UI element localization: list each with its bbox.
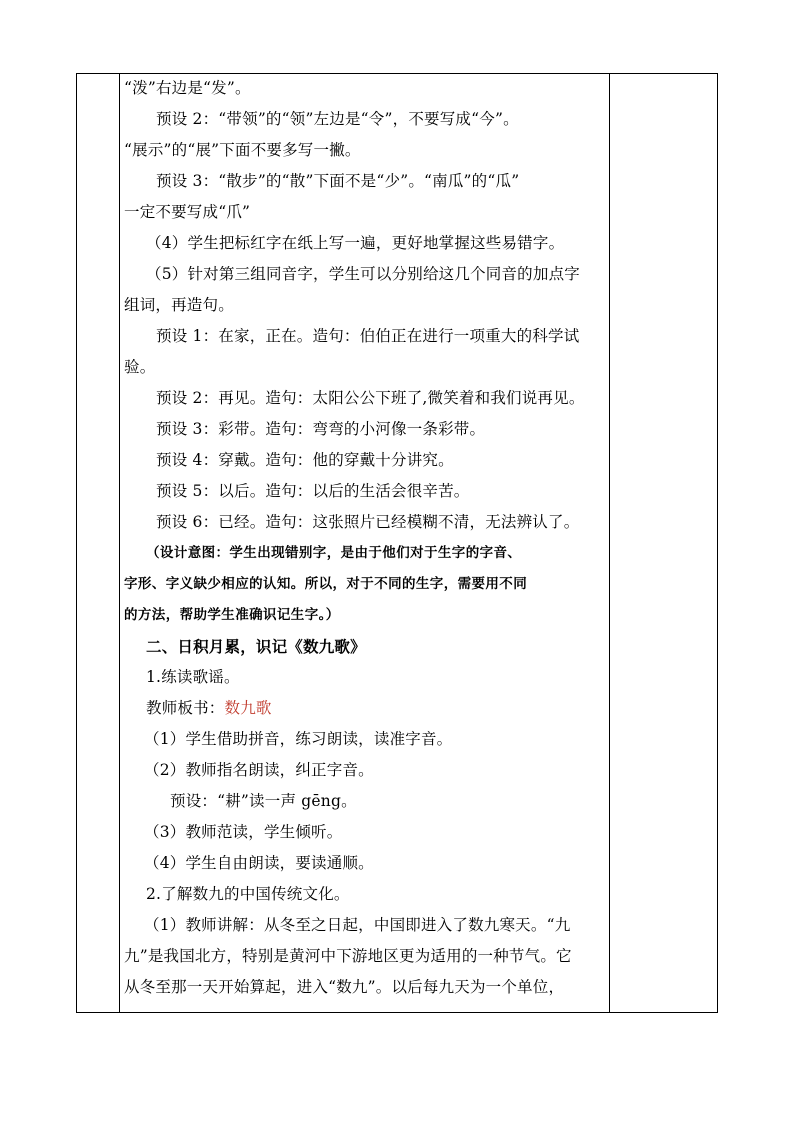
text-line: “泼”右边是“发”。 [124,79,251,97]
text-line: 预设 5：以后。造句：以后的生活会很辛苦。 [156,482,470,500]
text-line: 九”是我国北方，特别是黄河中下游地区更为适用的一种节气。它 [124,947,572,965]
text-line: 预设 1：在家，正在。造句：伯伯正在进行一项重大的科学试 [156,327,580,345]
text-line: 预设 2：“带领”的“领”左边是“令”，不要写成“今”。 [156,110,519,128]
text-line: （3）教师范读，学生倾听。 [144,823,343,841]
design-intent-label: （设计意图： [146,545,230,561]
text-line: 一定不要写成“爪” [124,203,251,221]
text-line: （5）针对第三组同音字，学生可以分别给这几个同音的加点字 [146,265,580,283]
text-line: 预设 2：再见。造句：太阳公公下班了,微笑着和我们说再见。 [156,389,585,407]
lesson-content [124,73,604,1003]
design-intent-line: 字形、字义缺少相应的认知。所以，对于不同的生字，需要用不同 [124,576,528,592]
design-intent-text: 学生出现错别字，是由于他们对于生字的字音、 [229,545,522,561]
text-line: （4）学生自由朗读，要读通顺。 [144,854,374,872]
text-line: 预设 6：已经。造句：这张照片已经模糊不清，无法辨认了。 [156,513,580,531]
table-column-divider-left [119,74,120,1012]
design-intent-line [124,538,604,569]
text-line: 从冬至那一天开始算起，进入“数九”。以后每九天为一个单位， [124,978,565,996]
text-line: 验。 [124,358,156,376]
board-title: 数九歌 [224,699,272,717]
table-column-divider-right [609,74,610,1012]
design-intent-line: 的方法，帮助学生准确识记生字。） [124,607,340,623]
board-label: 教师板书： [146,699,225,717]
text-line: 预设 4：穿戴。造句：他的穿戴十分讲究。 [156,451,454,469]
text-line: （1）学生借助拼音，练习朗读，读准字音。 [144,730,453,748]
text-line: 预设 3：“散步”的“散”下面不是“少”。“南瓜”的“瓜” [156,172,520,190]
text-line [124,693,604,724]
text-line: 组词，再造句。 [124,296,234,314]
text-line: “展示”的“展”下面不要多写一撇。 [124,141,361,159]
text-line: （4）学生把标红字在纸上写一遍，更好地掌握这些易错字。 [146,234,565,252]
text-line: 预设 3：彩带。造句：弯弯的小河像一条彩带。 [156,420,486,438]
section-heading: 二、日积月累，识记《数九歌》 [146,637,366,656]
text-line: 2.了解数九的中国传统文化。 [146,885,350,903]
text-line: 预设：“耕”读一声 gēng。 [170,792,357,810]
text-line: 1.练读歌谣。 [146,668,240,686]
text-line: （2）教师指名朗读，纠正字音。 [144,761,374,779]
text-line: （1）教师讲解：从冬至之日起，中国即进入了数九寒天。“九 [144,916,571,934]
